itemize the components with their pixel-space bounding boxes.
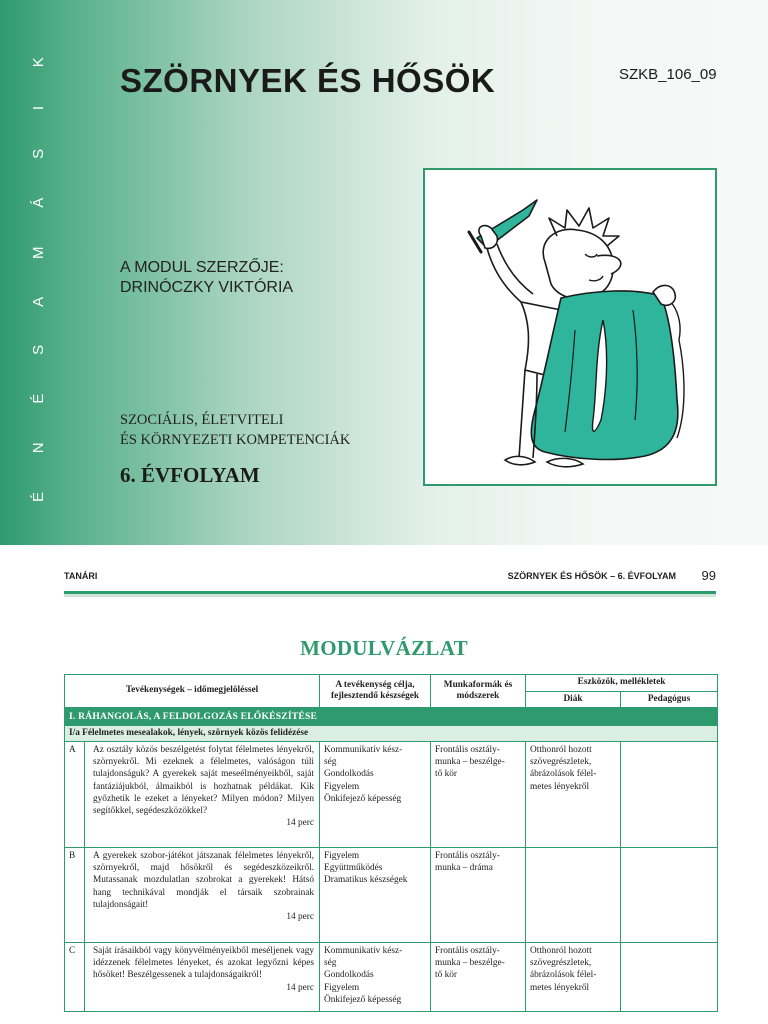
running-header	[64, 568, 716, 586]
header-activities: Tevékenységek – időmegjelöléssel	[65, 675, 320, 708]
method-line: Frontális osztály-	[435, 946, 500, 956]
row-letter: B	[65, 848, 85, 943]
author-name: DRINÓCZKY VIKTÓRIA	[120, 279, 294, 296]
goal-line: Gondolkodás	[324, 970, 374, 981]
goal-cell	[320, 848, 431, 943]
cover-title: SZÖRNYEK ÉS HŐSÖK	[120, 62, 496, 99]
activity-cell	[85, 742, 320, 848]
student-tool-line: Otthonról hozott	[530, 745, 592, 755]
competence-line-1: SZOCIÁLIS, ÉLETVITELI	[120, 412, 284, 428]
method-line: tő kör	[435, 769, 457, 780]
module-outline-title: MODULVÁZLAT	[300, 636, 468, 660]
author-label: A MODUL SZERZŐJE:	[120, 259, 284, 276]
row-letter: A	[65, 742, 85, 848]
goal-cell	[320, 742, 431, 848]
header-rule	[64, 591, 716, 597]
goal-line: ség	[324, 958, 337, 969]
module-code: SZKB_106_09	[619, 66, 717, 83]
student-tools-cell	[526, 943, 621, 1012]
activity-text: Az osztály közös beszélgetést folytat félelmetes lényekről, szörnyekről. Mi ezeknek a félelmetes, valóságon túli tulajdonságuk? A gyerekek saját meseélményeikből, saját fantáziájukból, álmaikból is hozhatnak példákat. Kik győzhetik le ezeket a lényeket? Milyen módon? Milyen segítőkkel, segédeszközökkel?	[93, 745, 315, 817]
student-tool-line: Otthonról hozott	[530, 946, 592, 956]
header-left: TANÁRI	[64, 571, 98, 581]
method-line: munka – beszélge-	[435, 958, 505, 969]
goal-line: Dramatikus készségek	[324, 875, 408, 886]
section-title: I. RÁHANGOLÁS, A FELDOLGOZÁS ELŐKÉSZÍTÉSE	[65, 708, 718, 726]
header-tools: Eszközök, mellékletek	[526, 675, 718, 692]
goal-line: Figyelem	[324, 781, 360, 792]
row-letter: C	[65, 943, 85, 1012]
header-title: SZÖRNYEK ÉS HŐSÖK – 6. ÉVFOLYAM	[507, 571, 676, 581]
activity-duration: 14 perc	[286, 982, 315, 993]
table-row	[65, 848, 718, 943]
student-tool-line: szövegrészletek,	[530, 958, 592, 969]
activity-duration: 14 perc	[286, 818, 315, 829]
goal-line: Önkifejező képesség	[324, 994, 402, 1005]
method-line: munka – beszélge-	[435, 757, 505, 768]
table-header-row	[65, 675, 718, 692]
method-line: munka – dráma	[435, 863, 493, 874]
subsection-title: I/a Félelmetes mesealakok, lények, szörnyek közös felidézése	[65, 726, 718, 742]
goal-line: Együttműködés	[324, 863, 383, 874]
module-plan-table	[64, 674, 718, 1012]
teacher-tools-cell	[621, 848, 718, 943]
student-tool-line: metes lényekről	[530, 982, 590, 993]
page-number: 99	[701, 568, 716, 583]
goal-line: Figyelem	[324, 851, 360, 861]
student-tool-line: szövegrészletek,	[530, 757, 592, 768]
illustration-frame	[423, 168, 717, 486]
methods-cell	[431, 848, 526, 943]
teacher-tools-cell	[621, 943, 718, 1012]
goal-line: Kommunikatív kész-	[324, 946, 403, 956]
goal-line: ség	[324, 757, 337, 768]
competence-line-2: ÉS KÖRNYEZETI KOMPETENCIÁK	[120, 432, 351, 448]
goal-line: Figyelem	[324, 982, 360, 993]
header-goal: A tevékenység célja, fejlesztendő készségek	[320, 675, 431, 708]
grade-label: 6. ÉVFOLYAM	[120, 463, 260, 487]
method-line: Frontális osztály-	[435, 851, 500, 861]
author-block	[120, 258, 293, 298]
goal-cell	[320, 943, 431, 1012]
section-row	[65, 708, 718, 726]
activity-text: A gyerekek szobor-játékot játszanak félelmetes lényekről, szörnyekről, majd hősökről és segédeszközeikről. Mutassanak mozdulatlan szobrokat a gyerekek! Hátsó hang technikával mondják el társaik szobrainak tulajdonságait!	[93, 851, 315, 910]
activity-cell	[85, 943, 320, 1012]
header-student: Diák	[526, 691, 621, 708]
student-tool-line: ábrázolások félel-	[530, 769, 597, 780]
goal-line: Önkifejező képesség	[324, 793, 402, 804]
activity-cell	[85, 848, 320, 943]
table-row	[65, 943, 718, 1012]
series-name: É N É S A M Á S I K	[30, 39, 47, 502]
subsection-row	[65, 726, 718, 742]
teacher-tools-cell	[621, 742, 718, 848]
methods-cell	[431, 742, 526, 848]
header-teacher: Pedagógus	[621, 691, 718, 708]
header-methods: Munkaformák és módszerek	[431, 675, 526, 708]
student-tools-cell	[526, 742, 621, 848]
table-row	[65, 742, 718, 848]
method-line: tő kör	[435, 970, 457, 981]
method-line: Frontális osztály-	[435, 745, 500, 755]
methods-cell	[431, 943, 526, 1012]
activity-text: Saját írásaikból vagy könyvélményeikből meséljenek vagy idézzenek félelmetes lényeket, és azokat legyőzni képes hősöket! Beszélgessenek a tulajdonságaikról!	[93, 946, 315, 981]
boy-with-sword-illustration	[425, 170, 715, 484]
goal-line: Kommunikatív kész-	[324, 745, 403, 755]
activity-duration: 14 perc	[286, 912, 315, 923]
student-tool-line: metes lényekről	[530, 781, 590, 792]
student-tool-line: ábrázolások félel-	[530, 970, 597, 981]
competence-block	[120, 410, 350, 450]
student-tools-cell	[526, 848, 621, 943]
goal-line: Gondolkodás	[324, 769, 374, 780]
